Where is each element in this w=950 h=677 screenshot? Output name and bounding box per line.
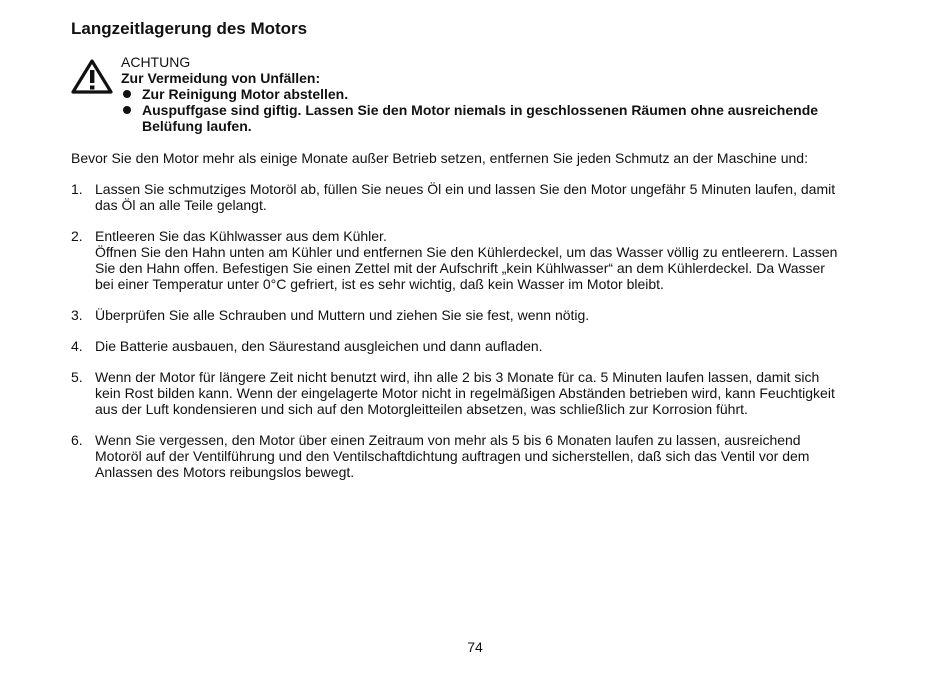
step-text: Überprüfen Sie alle Schrauben und Muttern und ziehen Sie sie fest, wenn nötig. (95, 307, 590, 323)
step-text: Entleeren Sie das Kühlwasser aus dem Kühler. (95, 228, 387, 244)
step-item (71, 432, 841, 480)
step-text: Wenn der Motor für längere Zeit nicht benutzt wird, ihn alle 2 bis 3 Monate für ca. 5 Minuten laufen lassen, damit sich kein Rost bilden kann. Wenn der eingelagerte Motor nicht in regelmäßigen Abständen betrieben wird, kann Feuchtigkeit aus der Luft kondensieren und sich auf den Motorgleitteilen absetzen, was schließlich zur Korrosion führt. (95, 369, 835, 417)
warning-item: Zur Reinigung Motor abstellen. (121, 86, 841, 102)
step-number: 2. (71, 228, 83, 244)
warning-heading: ACHTUNG (121, 54, 191, 70)
intro-paragraph: Bevor Sie den Motor mehr als einige Monate außer Betrieb setzen, entfernen Sie jeden Schmutz an der Maschine und: (71, 150, 808, 166)
warning-triangle-icon (70, 58, 114, 96)
page-title: Langzeitlagerung des Motors (71, 19, 308, 38)
step-number: 6. (71, 432, 83, 448)
step-text: Wenn Sie vergessen, den Motor über einen Zeitraum von mehr als 5 bis 6 Monaten laufen zu lassen, ausreichend Motoröl auf der Ventilführung und den Ventilschaftdichtung auftragen und sicherstellen, daß sich das Ventil vor dem Anlassen des Motors reibungslos bewegt. (95, 432, 810, 480)
warning-box (71, 54, 841, 134)
step-number: 1. (71, 181, 83, 197)
step-item (71, 228, 841, 292)
step-item (71, 181, 841, 213)
step-number: 4. (71, 338, 83, 354)
step-text: Die Batterie ausbauen, den Säurestand ausgleichen und dann aufladen. (95, 338, 543, 354)
document-page (71, 18, 841, 495)
step-item (71, 307, 841, 323)
step-text: Öffnen Sie den Hahn unten am Kühler und entfernen Sie den Kühlerdeckel, um das Wasser völlig zu entleerern. Lassen Sie den Hahn offen. Befestigen Sie einen Zettel mit der Aufschrift „kein Kühlwasser“ an dem Kühlerdeckel. Da Wasser bei einer Temperatur unter 0°C gefriert, ist es sehr wichtig, daß kein Wasser im Motor bleibt. (95, 244, 838, 292)
step-text: Lassen Sie schmutziges Motoröl ab, füllen Sie neues Öl ein und lassen Sie den Motor ungefähr 5 Minuten laufen, damit das Öl an alle Teile gelangt. (95, 181, 836, 213)
warning-subheading: Zur Vermeidung von Unfällen: (121, 70, 321, 86)
step-number: 3. (71, 307, 83, 323)
step-item (71, 338, 841, 354)
page-number: 74 (467, 639, 483, 655)
step-number: 5. (71, 369, 83, 385)
warning-list (121, 86, 841, 134)
step-item (71, 369, 841, 417)
warning-item: Auspuffgase sind giftig. Lassen Sie den Motor niemals in geschlossenen Räumen ohne ausreichende Belüfung laufen. (121, 102, 841, 134)
steps-list (71, 181, 841, 480)
